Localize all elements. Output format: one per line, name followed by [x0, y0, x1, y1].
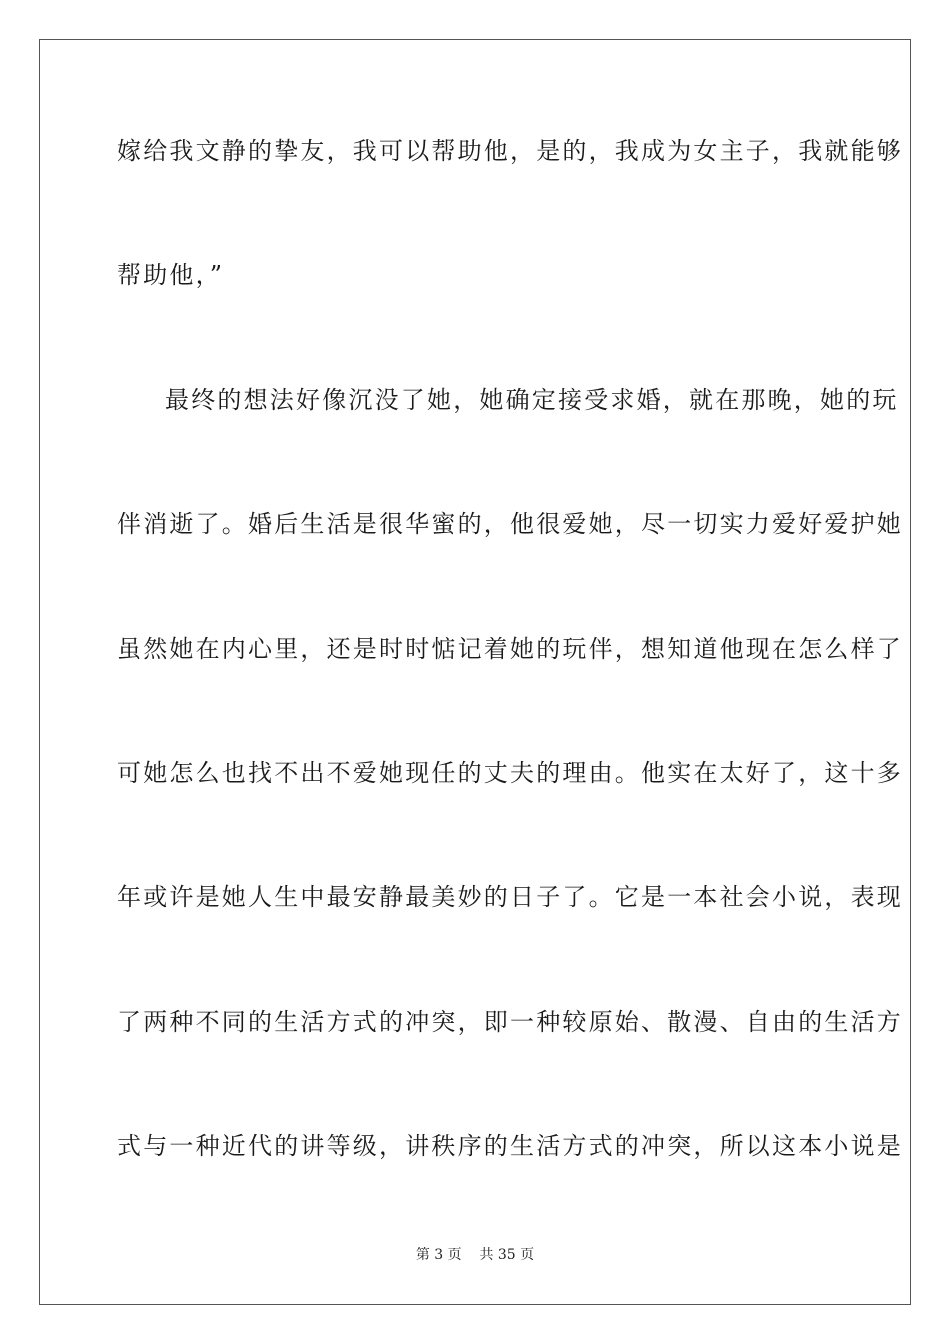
body-text-line-6: 可她怎么也找不出不爱她现任的丈夫的理由。他实在太好了，这十多 — [117, 759, 903, 787]
body-text-line-7: 年或许是她人生中最安静最美妙的日子了。它是一本社会小说，表现 — [117, 883, 903, 911]
body-text-line-2: 帮助他，” — [117, 261, 225, 289]
page-footer — [0, 1246, 950, 1264]
body-text-line-8: 了两种不同的生活方式的冲突，即一种较原始、散漫、自由的生活方 — [117, 1008, 903, 1036]
body-text-line-1: 嫁给我文静的挚友，我可以帮助他，是的，我成为女主子，我就能够 — [117, 137, 903, 165]
body-text-line-9: 式与一种近代的讲等级，讲秩序的生活方式的冲突，所以这本小说是 — [117, 1132, 903, 1160]
body-text-line-3: 最终的想法好像沉没了她，她确定接受求婚，就在那晚，她的玩 — [165, 386, 899, 414]
body-text-line-5: 虽然她在内心里，还是时时惦记着她的玩伴，想知道他现在怎么样了 — [117, 635, 903, 663]
page-number: 第 3 页 — [415, 1247, 462, 1263]
page-border — [39, 39, 911, 1305]
page-total: 共 35 页 — [479, 1247, 535, 1263]
body-text-line-4: 伴消逝了。婚后生活是很华蜜的，他很爱她，尽一切实力爱好爱护她 — [117, 510, 903, 538]
